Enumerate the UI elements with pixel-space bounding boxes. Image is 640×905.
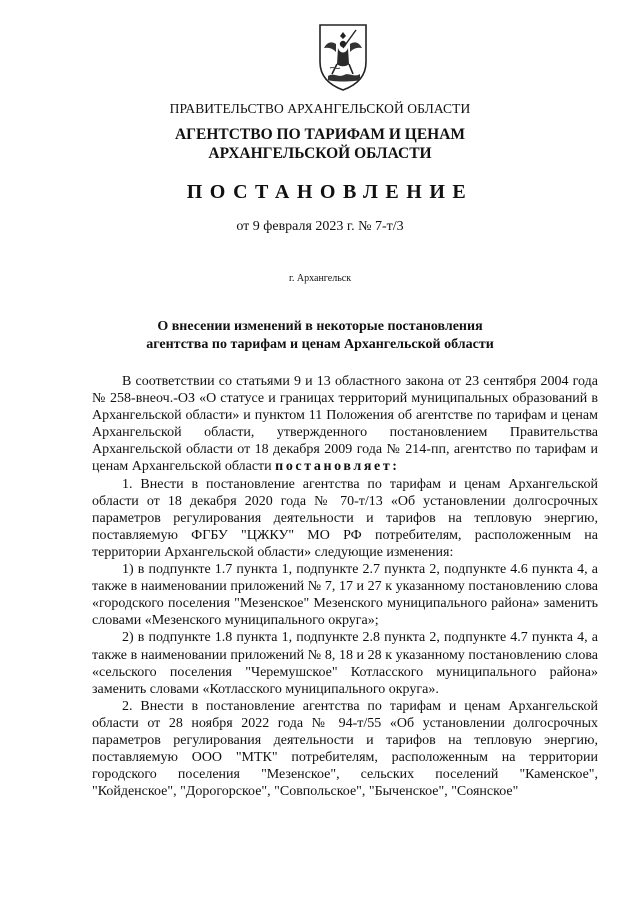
subject-line1: О внесении изменений в некоторые постановления (157, 319, 483, 334)
preamble-text: В соответствии со статьями 9 и 13 областного закона от 23 сентября 2004 года № 258-внеоч.-ОЗ «О статусе и границах территорий муниципальных образований в Архангельской области» и пунктом 11 Положения об агентстве по тарифам и ценам Архангельской области, утвержденного постановлением Правительства Архангельской области от 18 декабря 2009 года № 214-пп, агентство по тарифам и ценам Архангельской области (92, 374, 598, 475)
document-subject (0, 318, 640, 354)
item-1-paragraph: 1. Внести в постановление агентства по тарифам и ценам Архангельской области от 18 декабря 2020 года № 70-т/13 «Об установлении долгосрочных параметров регулирования деятельности и тарифов на тепловую энергию, поставляемую ФГБУ "ЦЖКУ" МО РФ потребителям, расположенным на территории Архангельской области» следующие изменения: (92, 476, 598, 560)
agency-name (0, 125, 640, 163)
item-2-paragraph: 2. Внести в постановление агентства по тарифам и ценам Архангельской области от 28 ноября 2022 года № 94-т/55 «Об установлении долгосрочных параметров регулирования деятельности и тарифов на тепловую энергию, поставляемую ООО "МТК" потребителям, расположенным на территории городского поселения "Мезенское", сельских поселений "Каменское", "Койденское", "Дорогорское", "Совпольское", "Быченское", "Соянское" (92, 698, 598, 800)
document-body (92, 373, 598, 800)
decree-word: постановляет: (275, 459, 400, 475)
document-date-number: от 9 февраля 2023 г. № 7-т/3 (236, 219, 404, 234)
document-type-title: ПОСТАНОВЛЕНИЕ (186, 181, 474, 203)
preamble-paragraph (92, 373, 598, 476)
item-1-2-paragraph: 2) в подпункте 1.8 пункта 1, подпункте 2.8 пункта 2, подпункте 4.7 пункта 4, а также в наименовании приложений № 8, 18 и 28 к указанному постановлению слова «сельского поселения "Черемушское" Котласского муниципального района» заменить словами «Котласского муниципального округа». (92, 630, 598, 697)
item-1-1-paragraph: 1) в подпункте 1.7 пункта 1, подпункте 2.7 пункта 2, подпункте 4.6 пункта 4, а также в наименовании приложений № 7, 17 и 27 к указанному постановлению слова «городского поселения "Мезенское" Мезенского муниципального района» заменить словами «Мезенского муниципального округа»; (92, 562, 598, 629)
agency-name-line2: АРХАНГЕЛЬСКОЙ ОБЛАСТИ (208, 145, 432, 162)
agency-name-line1: АГЕНТСТВО ПО ТАРИФАМ И ЦЕНАМ (174, 126, 466, 143)
subject-line2: агентства по тарифам и ценам Архангельской области (146, 337, 494, 352)
document-city: г. Архангельск (288, 273, 352, 284)
government-name: ПРАВИТЕЛЬСТВО АРХАНГЕЛЬСКОЙ ОБЛАСТИ (169, 101, 471, 116)
coat-of-arms-emblem (316, 22, 370, 92)
